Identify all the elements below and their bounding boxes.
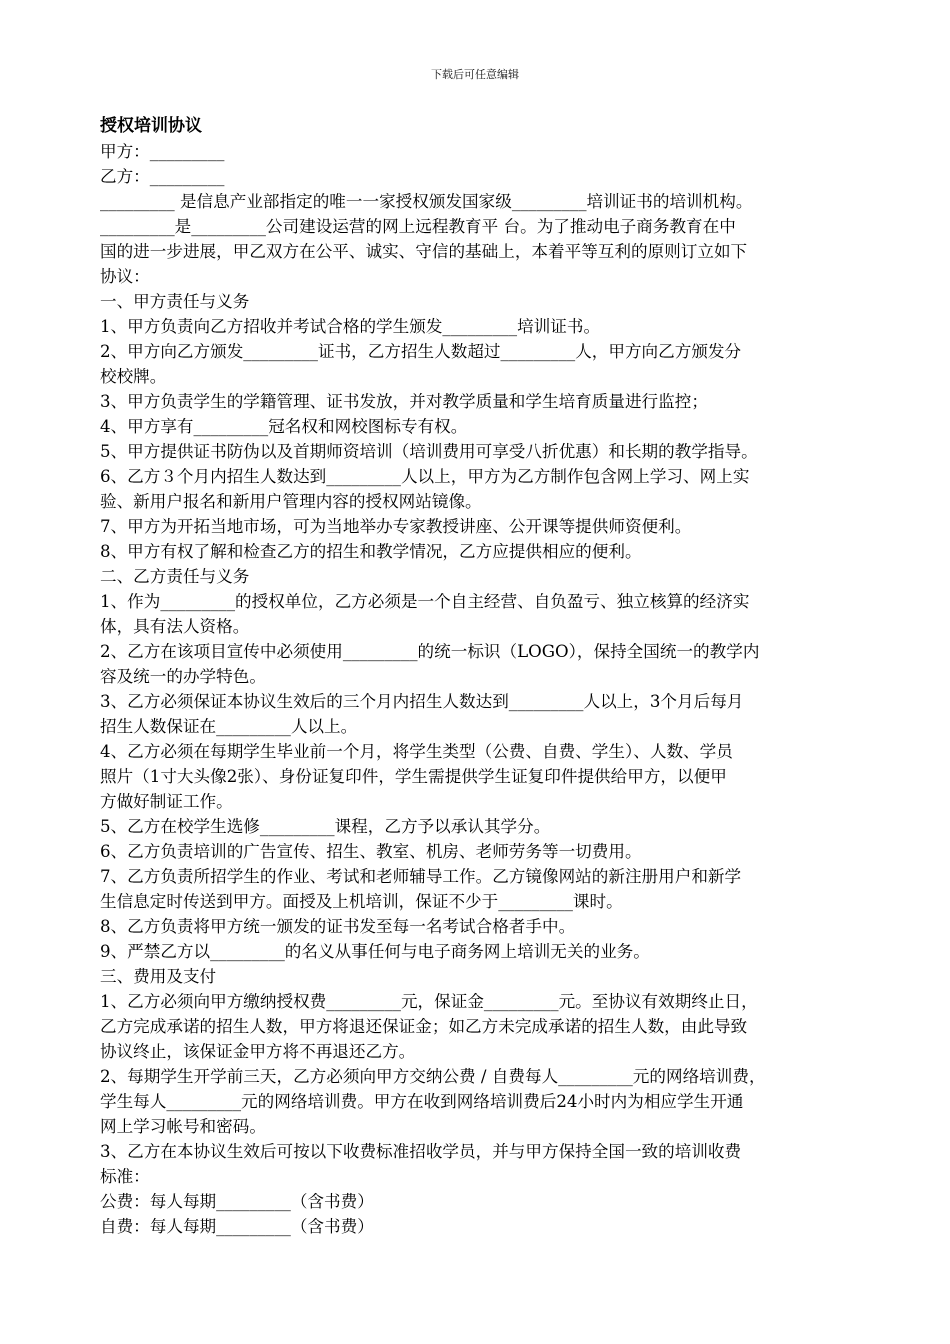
text-line: 4、甲方享有_________冠名权和网校图标专有权。 [100,417,468,436]
section-heading: 二、乙方责任与义务 [100,567,250,586]
text-line: 网上学习帐号和密码。 [100,1117,266,1136]
text-line: 生信息定时传送到甲方。面授及上机培训，保证不少于_________课时。 [100,892,623,911]
text-line: 学生每人_________元的网络培训费。甲方在收到网络培训费后24小时内为相应学生开通 [100,1092,744,1111]
text-line: 2、每期学生开学前三天，乙方必须向甲方交纳公费 / 自费每人_________元的网络培训费， [100,1067,766,1086]
text-line: 6、乙方３个月内招生人数达到_________人以上，甲方为乙方制作包含网上学习、网上实 [100,467,750,486]
text-line: 国的进一步进展，甲乙双方在公平、诚实、守信的基础上，本着平等互利的原则订立如下 [100,242,748,261]
text-line: 协议： [100,267,150,286]
text-line: 2、甲方向乙方颁发_________证书，乙方招生人数超过_________人，甲方向乙方颁发分 [100,342,742,361]
text-line: 自费：每人每期_________（含书费） [100,1217,374,1236]
text-line: 照片（1寸大头像2张）、身份证复印件，学生需提供学生证复印件提供给甲方，以便甲 [100,767,727,786]
document-body [100,113,858,1239]
text-line: 5、乙方在校学生选修_________课程，乙方予以承认其学分。 [100,817,551,836]
text-line: 1、乙方必须向甲方缴纳授权费_________元，保证金_________元。至协议有效期终止日， [100,992,758,1011]
text-line: _________ 是信息产业部指定的唯一一家授权颁发国家级_________培训证书的培训机构。 [100,192,753,211]
text-line: 1、作为_________的授权单位，乙方必须是一个自主经营、自负盈亏、独立核算的经济实 [100,592,750,611]
text-line: 1、甲方负责向乙方招收并考试合格的学生颁发_________培训证书。 [100,317,601,336]
section-heading: 一、甲方责任与义务 [100,292,250,311]
text-line: 甲方：_________ [100,142,225,161]
text-line: 8、甲方有权了解和检查乙方的招生和教学情况，乙方应提供相应的便利。 [100,542,642,561]
text-line: 3、乙方必须保证本协议生效后的三个月内招生人数达到_________人以上，3个月后每月 [100,692,744,711]
text-line: 7、甲方为开拓当地市场，可为当地举办专家教授讲座、公开课等提供师资便利。 [100,517,692,536]
text-line: 乙方完成承诺的招生人数，甲方将退还保证金；如乙方未完成承诺的招生人数，由此导致 [100,1017,748,1036]
text-line: 6、乙方负责培训的广告宣传、招生、教室、机房、老师劳务等一切费用。 [100,842,642,861]
text-line: 公费：每人每期_________（含书费） [100,1192,374,1211]
text-line: 9、严禁乙方以_________的名义从事任何与电子商务网上培训无关的业务。 [100,942,650,961]
text-line: 招生人数保证在_________人以上。 [100,717,358,736]
text-line: 校校牌。 [100,367,167,386]
document-title: 授权培训协议 [100,116,202,136]
text-line: 乙方：_________ [100,167,225,186]
text-line: 2、乙方在该项目宣传中必须使用_________的统一标识（LOGO），保持全国统一的教学内 [100,642,760,661]
text-line: 验、新用户报名和新用户管理内容的授权网站镜像。 [100,492,482,511]
section-heading: 三、费用及支付 [100,967,217,986]
text-line: 标准： [100,1167,150,1186]
text-line: 3、乙方在本协议生效后可按以下收费标准招收学员，并与甲方保持全国一致的培训收费 [100,1142,742,1161]
text-line: 5、甲方提供证书防伪以及首期师资培训（培训费用可享受八折优惠）和长期的教学指导。 [100,442,758,461]
text-line: _________是_________公司建设运营的网上远程教育平 台。为了推动电子商务教育在中 [100,217,736,236]
text-line: 4、乙方必须在每期学生毕业前一个月，将学生类型（公费、自费、学生）、人数、学员 [100,742,733,761]
page-header-note: 下载后可任意编辑 [431,68,519,81]
text-line: 容及统一的办学特色。 [100,667,266,686]
text-line: 8、乙方负责将甲方统一颁发的证书发至每一名考试合格者手中。 [100,917,576,936]
text-line: 7、乙方负责所招学生的作业、考试和老师辅导工作。乙方镜像网站的新注册用户和新学 [100,867,742,886]
text-line: 体，具有法人资格。 [100,617,250,636]
text-line: 协议终止，该保证金甲方将不再退还乙方。 [100,1042,416,1061]
text-line: 方做好制证工作。 [100,792,233,811]
text-line: 3、甲方负责学生的学籍管理、证书发放，并对教学质量和学生培育质量进行监控； [100,392,708,411]
